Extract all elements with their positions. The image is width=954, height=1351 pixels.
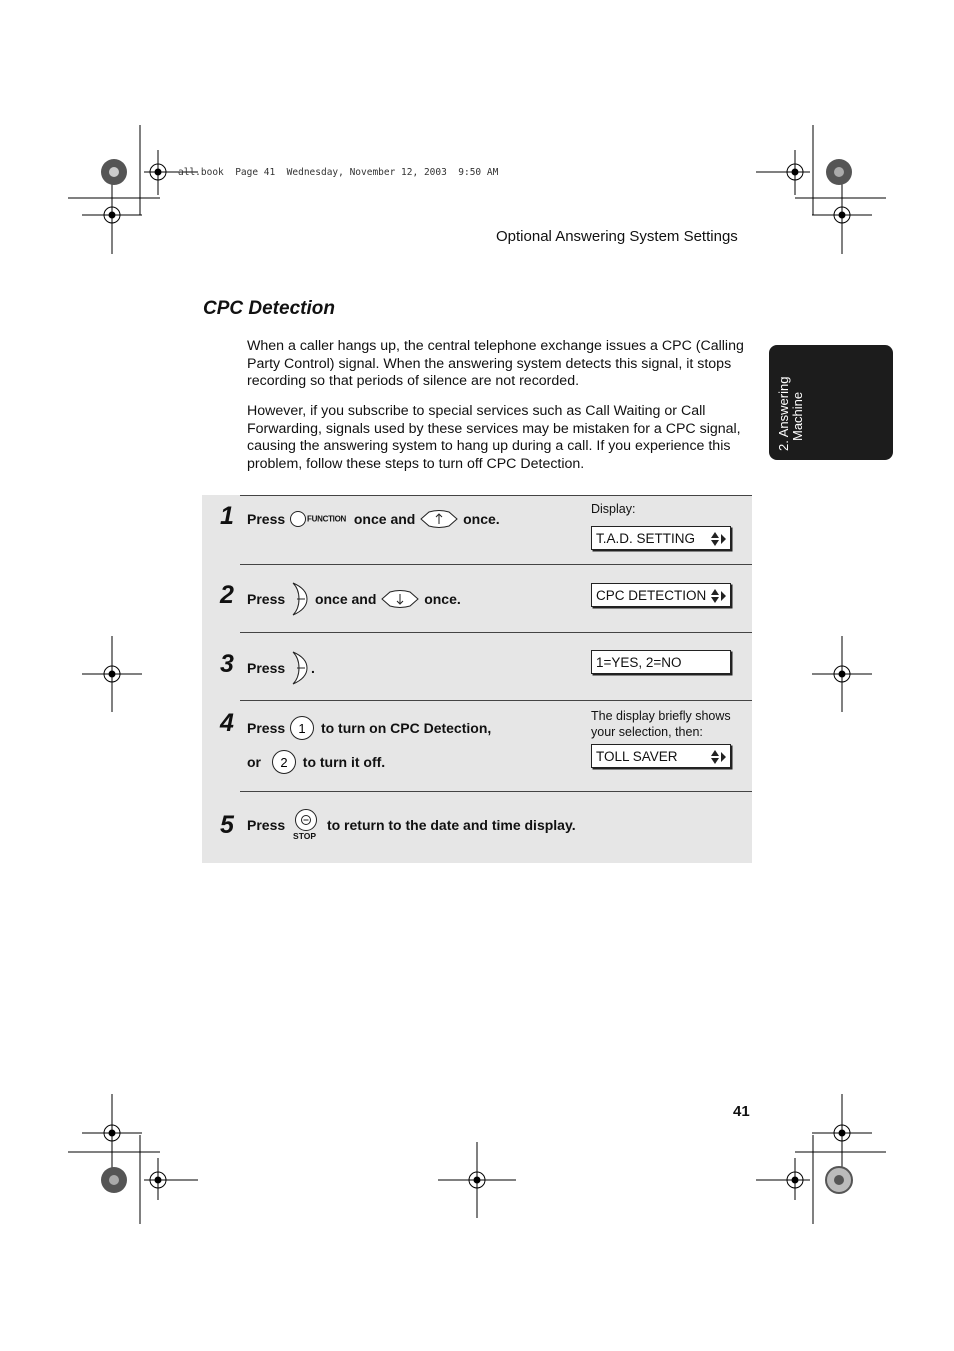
step-text: to turn it off. xyxy=(302,754,386,770)
step-text: . xyxy=(311,660,315,676)
warning-paragraph: However, if you subscribe to special services such as Call Waiting or Call Forwarding, signals used by these services may be mistaken for a CPC signal, causing the answering system to hang up during a call. If you experience this problem, follow these steps to turn off CPC Detection. xyxy=(247,403,741,472)
step-text: once. xyxy=(424,591,461,607)
key-1-label: 1 xyxy=(298,721,306,736)
right-arrow-key-icon xyxy=(289,650,311,686)
chapter-tab-line2: Machine xyxy=(790,391,805,441)
lcd-display xyxy=(591,526,731,550)
print-info-line: all.book Page 41 Wednesday, November 12, 2003 9:50 AM xyxy=(178,167,499,178)
page-number: 41 xyxy=(733,1103,750,1120)
scroll-arrows-icon xyxy=(709,749,727,765)
down-arrow-key-icon xyxy=(380,589,420,609)
step-text: once and xyxy=(353,511,416,527)
step-text: to return to the date and time display. xyxy=(326,817,576,833)
press-label: Press xyxy=(247,511,286,527)
or-label: or xyxy=(247,754,261,770)
step-number: 3 xyxy=(220,650,234,678)
chapter-tab-line1: 2. Answering xyxy=(776,376,791,451)
step-number: 4 xyxy=(220,709,234,737)
step-text: once. xyxy=(463,511,500,527)
step-text: to turn on CPC Detection, xyxy=(320,720,492,736)
number-2-key-icon xyxy=(271,749,297,775)
steps-panel xyxy=(202,495,752,863)
chapter-tab xyxy=(769,345,893,460)
step-text: once and xyxy=(314,591,377,607)
step-4-instruction-line1 xyxy=(247,715,491,741)
press-label: Press xyxy=(247,817,286,833)
intro-paragraph: When a caller hangs up, the central telephone exchange issues a CPC (Calling Party Control) signal. When the answering system detects this signal, it stops recording so that periods of silence are not recorded. xyxy=(247,338,744,390)
lcd-display xyxy=(591,650,731,674)
divider xyxy=(240,564,752,565)
lcd-text: T.A.D. SETTING xyxy=(596,531,696,546)
divider xyxy=(240,791,752,792)
scroll-arrows-icon xyxy=(709,531,727,547)
lcd-display xyxy=(591,583,731,607)
up-arrow-key-icon xyxy=(419,509,459,529)
press-label: Press xyxy=(247,720,286,736)
lcd-text: TOLL SAVER xyxy=(596,749,678,764)
number-1-key-icon xyxy=(289,715,315,741)
stop-key-icon xyxy=(291,808,321,832)
stop-key-label: STOP xyxy=(293,831,317,841)
display-label: Display: xyxy=(591,502,636,516)
step-number: 5 xyxy=(220,811,234,839)
divider xyxy=(240,700,752,701)
right-arrow-key-icon xyxy=(289,581,311,617)
step-number: 2 xyxy=(220,581,234,609)
lcd-text: CPC DETECTION xyxy=(596,588,707,603)
lcd-display xyxy=(591,744,731,768)
divider xyxy=(240,495,752,496)
step-2-instruction xyxy=(247,581,461,617)
function-key-label: FUNCTION xyxy=(307,514,346,524)
lcd-text: 1=YES, 2=NO xyxy=(596,655,682,670)
step-1-instruction xyxy=(247,509,500,529)
step-5-instruction xyxy=(247,808,576,842)
divider xyxy=(240,632,752,633)
scroll-arrows-icon xyxy=(709,588,727,604)
chapter-tab-label xyxy=(777,355,805,451)
display-note: The display briefly shows your selection, then: xyxy=(591,709,731,739)
press-label: Press xyxy=(247,591,286,607)
step-4-instruction-line2 xyxy=(247,749,385,775)
function-key-icon xyxy=(289,510,307,528)
step-3-instruction xyxy=(247,650,315,686)
section-header: Optional Answering System Settings xyxy=(496,228,738,245)
step-number: 1 xyxy=(220,502,234,530)
key-2-label: 2 xyxy=(280,755,288,770)
stop-key xyxy=(291,808,321,842)
press-label: Press xyxy=(247,660,286,676)
page-title: CPC Detection xyxy=(203,298,335,319)
